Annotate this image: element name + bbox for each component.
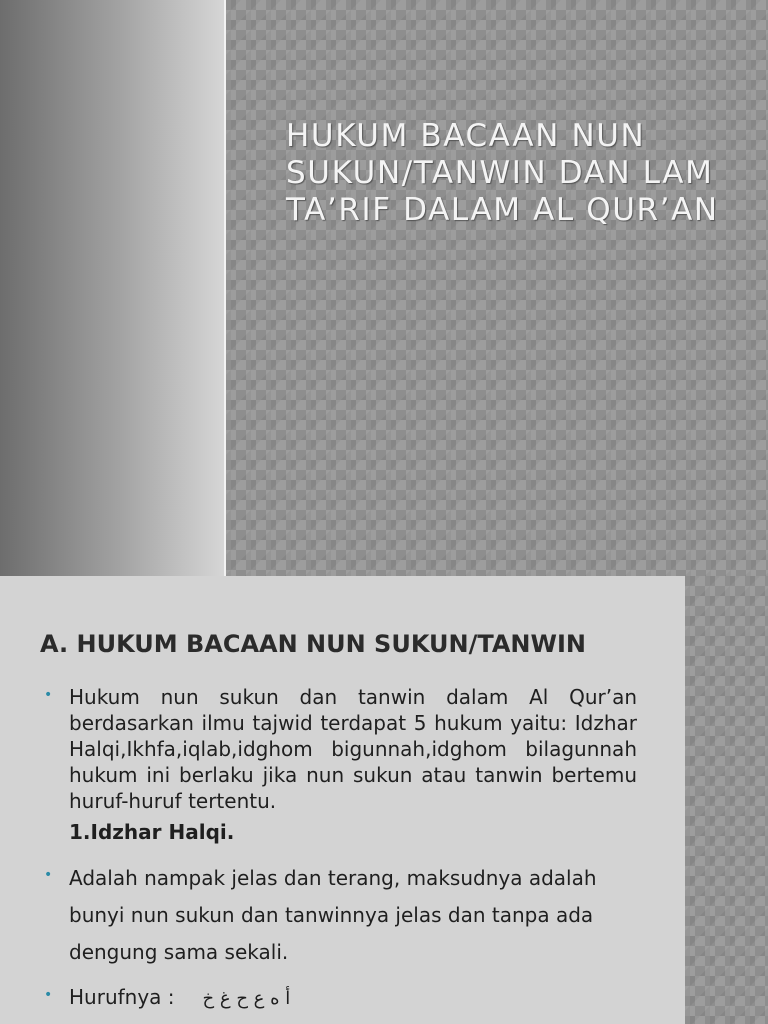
bullet-icon: • (44, 867, 53, 883)
content-slide (0, 576, 768, 1024)
bullet-icon: • (44, 987, 53, 1003)
bullet-text-intro: Hukum nun sukun dan tanwin dalam Al Qur’an berdasarkan ilmu tajwid terdapat 5 hukum yaitu: Idzhar Halqi,Ikhfa,iqlab,idghom bigunnah,idghom bilagunnah hukum ini berlaku jika nun sukun atau tanwin bertemu huruf-huruf tertentu. (69, 685, 637, 813)
pattern-strip (685, 576, 768, 1024)
section-heading: A. HUKUM BACAAN NUN SUKUN/TANWIN (40, 630, 586, 658)
bullet-icon: • (44, 687, 53, 703)
slide-title: HUKUM BACAAN NUN SUKUN/TANWIN DAN LAM TA’RIF DALAM AL QUR’AN (286, 118, 719, 228)
subheading-idzhar: 1.Idzhar Halqi. (69, 820, 235, 844)
bullet-text-definition: Adalah nampak jelas dan terang, maksudnya adalah bunyi nun sukun dan tanwinnya jelas dan tanpa ada dengung sama sekali. (69, 866, 597, 964)
gradient-panel (0, 0, 224, 576)
bullet-text-letters (69, 984, 637, 1012)
pattern-panel (226, 0, 768, 576)
arabic-letters: أ ه ع ح غ خ (202, 988, 291, 1009)
letters-label: Hurufnya : (69, 985, 175, 1009)
